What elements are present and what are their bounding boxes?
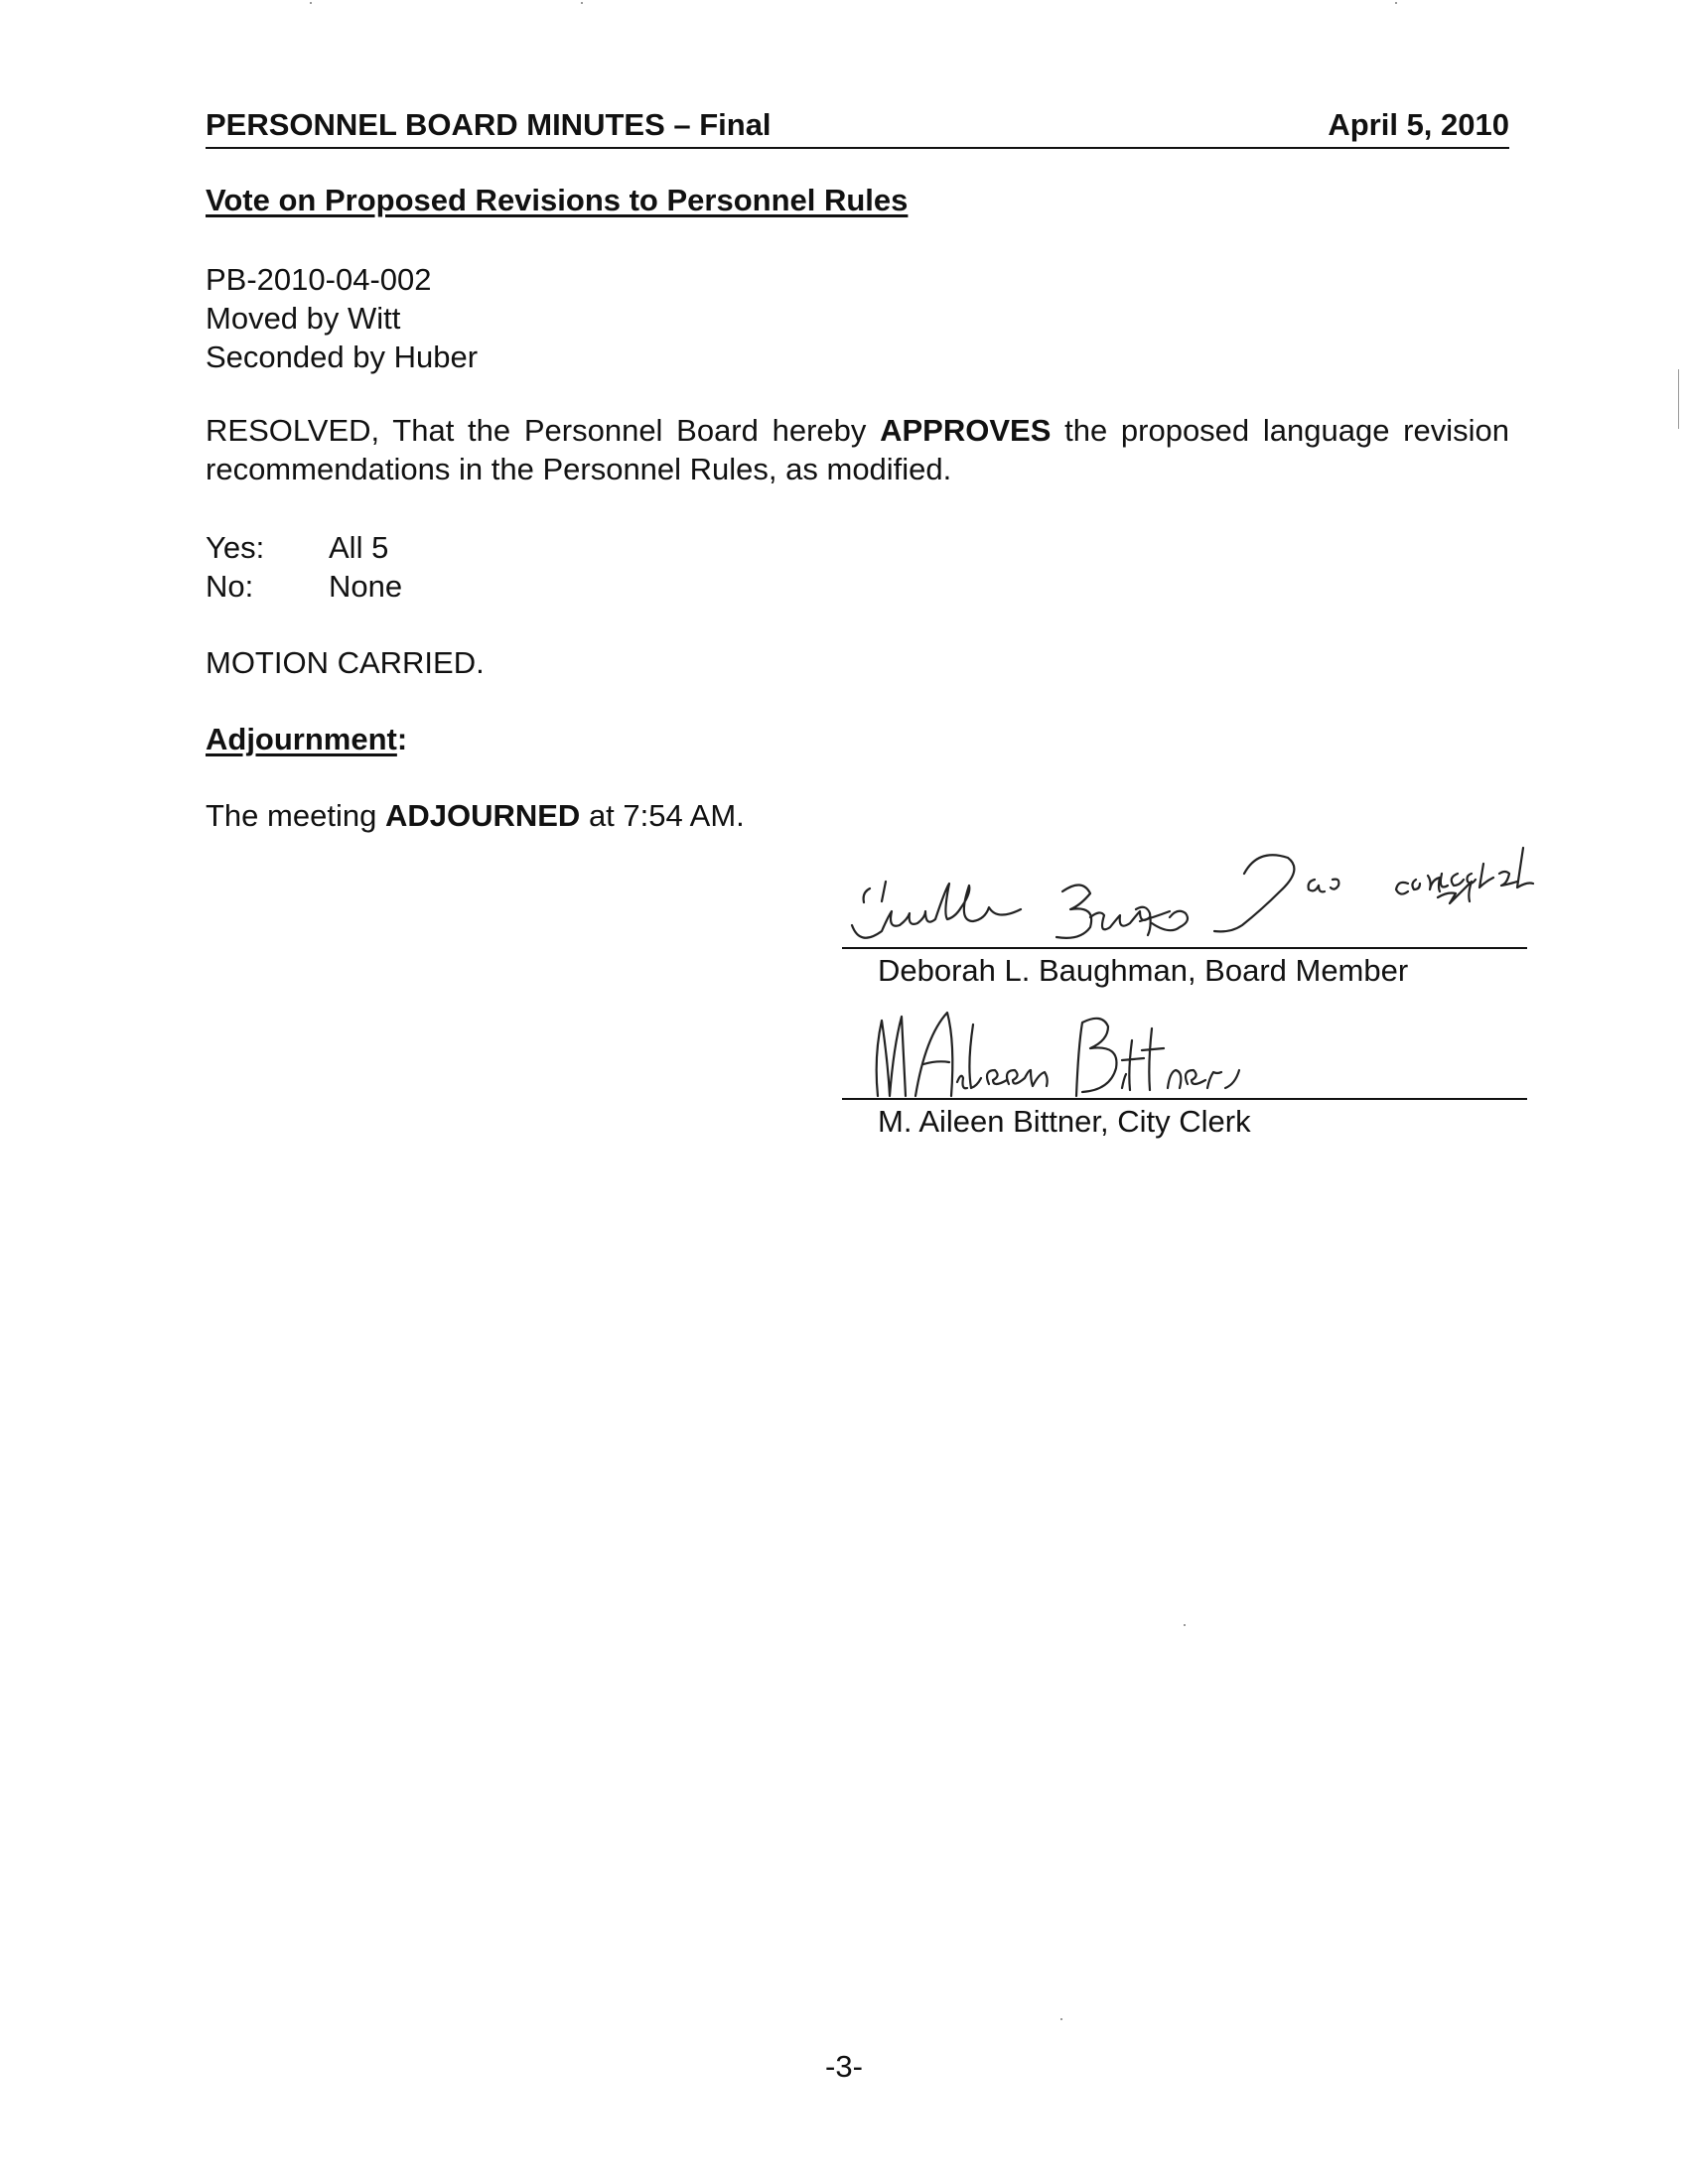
adjournment-verb: ADJOURNED [384,798,581,833]
vote-yes-row [206,528,388,567]
adjournment-heading: Adjournment [206,722,397,756]
scan-speck [1060,2018,1062,2020]
resolution-number: PB-2010-04-002 [206,262,432,297]
adjournment-suffix: at 7:54 AM. [588,798,745,833]
scan-speck [1395,2,1397,4]
resolution-verb: APPROVES [880,413,1052,448]
board-member-caption: Deborah L. Baughman, Board Member [878,953,1409,988]
vote-no-label: No: [206,569,254,604]
seconded-by: Seconded by Huber [206,340,479,374]
page-number: -3- [825,2049,863,2084]
scan-speck [1184,1624,1186,1626]
scan-speck [581,2,583,4]
vote-yes-label: Yes: [206,530,265,565]
city-clerk-signature [862,985,1418,1104]
board-member-signature-line [842,947,1527,949]
vote-no-row [206,567,402,606]
vote-no-value: None [329,569,403,604]
adjournment-sentence [206,796,745,835]
resolution-suffix: the proposed language revision recommendations in the Personnel Rules, as modified. [206,413,1509,486]
header-title: PERSONNEL BOARD MINUTES – Final [206,107,772,142]
adjournment-heading-colon: : [396,722,408,756]
city-clerk-signature-line [842,1098,1527,1100]
scan-speck [1678,369,1679,429]
scan-speck [310,2,312,4]
resolution-prefix: RESOLVED, That the Personnel Board hereby [206,413,867,448]
resolution-paragraph [206,411,1509,488]
vote-yes-value: All 5 [329,530,389,565]
moved-by: Moved by Witt [206,301,401,336]
city-clerk-signature-block [842,993,1527,1142]
city-clerk-caption: M. Aileen Bittner, City Clerk [878,1104,1251,1139]
page-header [206,107,1509,149]
motion-result: MOTION CARRIED. [206,645,485,680]
adjournment-prefix: The meeting [206,798,377,833]
board-member-signature-block [842,834,1527,993]
header-date: April 5, 2010 [1328,107,1509,142]
vote-section-heading: Vote on Proposed Revisions to Personnel Rules [206,183,909,217]
adjournment-heading-wrap [206,720,407,758]
